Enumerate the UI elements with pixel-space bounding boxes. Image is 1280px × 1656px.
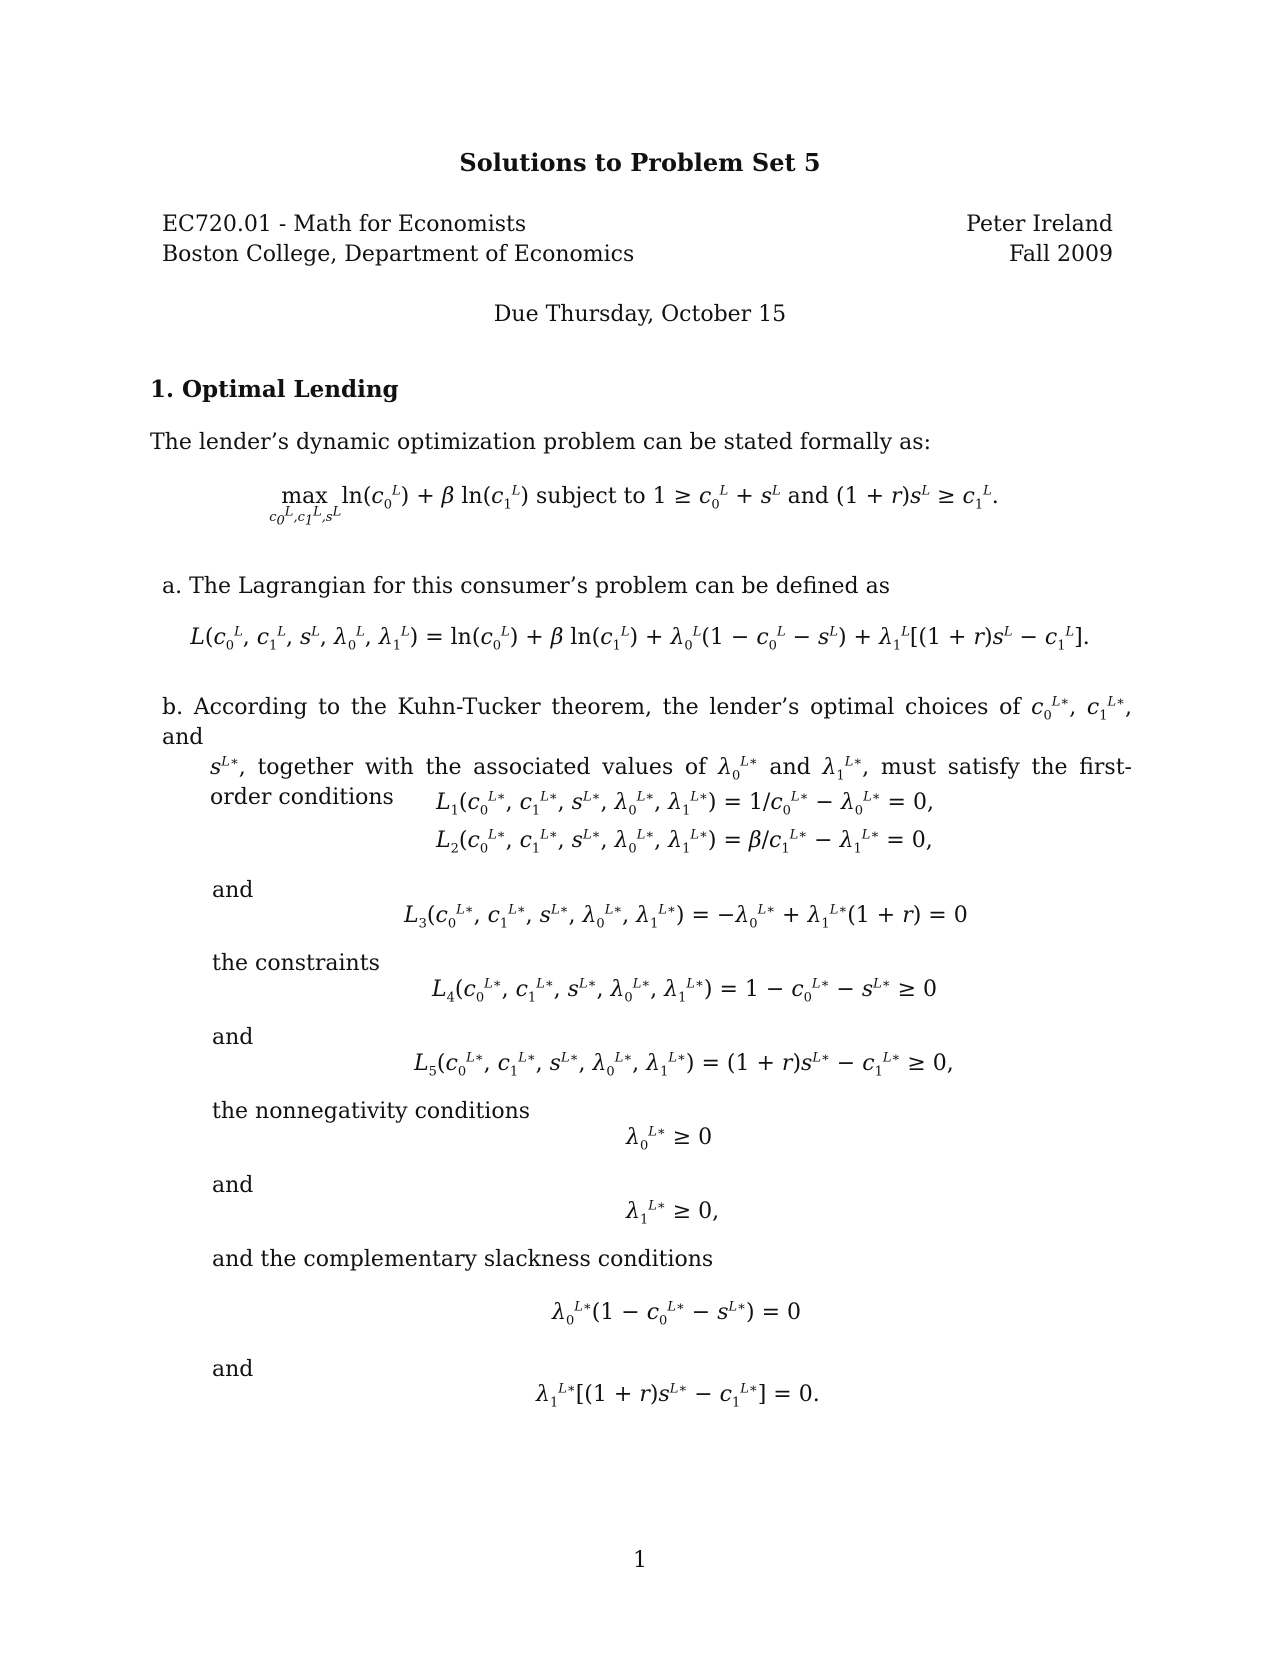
constraint-equation-4: $L_4(c_0^{L∗}$, $c_1^{L∗}$, $s^{L∗}$, $\lambda_0^{L∗}$, $\lambda_1^{L∗}) = 1 - c_0^{L∗} - s^{L∗} \ge 0$: [432, 976, 938, 1006]
item-a-text: a. The Lagrangian for this consumer’s problem can be defined as: [162, 574, 891, 599]
document-title: Solutions to Problem Set 5: [459, 148, 821, 177]
item-b-paragraph: b. According to the Kuhn-Tucker theorem, the lender’s optimal choices of $c_0^{L∗}$, $c_1^{L∗}$, and $s^{L∗}$, together with the associated values of $\lambda_0^{L∗}$ and $\lambda_1^{L∗}$, must satisfy the first-order conditions: [162, 694, 1132, 810]
foc-equation-2: $L_2(c_0^{L∗}$, $c_1^{L∗}$, $s^{L∗}$, $\lambda_0^{L∗}$, $\lambda_1^{L∗}) = \beta/c_1^{L∗} - \lambda_1^{L∗} = 0$,: [436, 827, 933, 857]
lagrangian-equation: $L(c_0^L$, $c_1^L$, $s^L$, $\lambda_0^L$, $\lambda_1^L) = \ln(c_0^L) + \beta$ $\ln(c_1^L) + \lambda_0^L(1 - c_0^L - s^L) + \lambda_1^L[(1 + r)s^L - c_1^L]$.: [190, 624, 1090, 654]
slackness-equation-1: $\lambda_0^{L∗}(1 - c_0^{L∗} - s^{L∗}) = 0$: [552, 1299, 802, 1329]
constraint-equation-5: $L_5(c_0^{L∗}$, $c_1^{L∗}$, $s^{L∗}$, $\lambda_0^{L∗}$, $\lambda_1^{L∗}) = (1 + r)s^{L∗} - c_1^{L∗} \ge 0$,: [414, 1050, 954, 1080]
page-number: 1: [633, 1548, 647, 1573]
label-and-2: and: [212, 1025, 254, 1050]
term: Fall 2009: [1009, 242, 1113, 267]
intro-paragraph: The lender’s dynamic optimization problem can be stated formally as:: [150, 430, 931, 455]
author-name: Peter Ireland: [966, 212, 1113, 237]
item-b-line1: b. According to the Kuhn-Tucker theorem, the lender’s optimal choices of: [162, 695, 1021, 720]
nonneg-equation-1: $\lambda_0^{L∗} \ge 0$: [626, 1124, 713, 1154]
foc-equation-3: $L_3(c_0^{L∗}$, $c_1^{L∗}$, $s^{L∗}$, $\lambda_0^{L∗}$, $\lambda_1^{L∗}) = -\lambda_0^{L∗} + \lambda_1^{L∗}(1 + r) = 0$: [404, 902, 968, 932]
label-and-4: and: [212, 1357, 254, 1382]
label-and-1: and: [212, 878, 254, 903]
department: Boston College, Department of Economics: [162, 242, 635, 267]
nonneg-equation-2: $\lambda_1^{L∗} \ge 0$,: [626, 1198, 720, 1228]
foc-equation-1: $L_1(c_0^{L∗}$, $c_1^{L∗}$, $s^{L∗}$, $\lambda_0^{L∗}$, $\lambda_1^{L∗}) = 1/c_0^{L∗} - \lambda_0^{L∗} = 0$,: [436, 789, 934, 819]
header-left: [162, 210, 634, 270]
label-the-constraints: the constraints: [212, 951, 380, 976]
label-complementary-slackness: and the complementary slackness conditions: [212, 1247, 714, 1272]
optimization-equation: max $c_0^L,c_1^L,s^L$ $\ln(c_0^L) + \beta$ $\ln(c_1^L)$ subject to $1 \ge c_0^L + s^L$ and $(1 + r)s^L \ge c_1^L$.: [269, 483, 999, 529]
section-heading: 1. Optimal Lending: [150, 376, 399, 403]
label-nonnegativity: the nonnegativity conditions: [212, 1099, 531, 1124]
item-b-end: must satisfy the first-order conditions: [210, 755, 1132, 810]
label-and-3: and: [212, 1173, 254, 1198]
item-b-rest: together with the associated values of: [257, 755, 707, 780]
header-right: [966, 210, 1113, 270]
due-date: Due Thursday, October 15: [493, 302, 787, 327]
slackness-equation-2: $\lambda_1^{L∗}[(1 + r)s^{L∗} - c_1^{L∗}] = 0$.: [536, 1381, 820, 1411]
course-name: EC720.01 - Math for Economists: [162, 212, 527, 237]
